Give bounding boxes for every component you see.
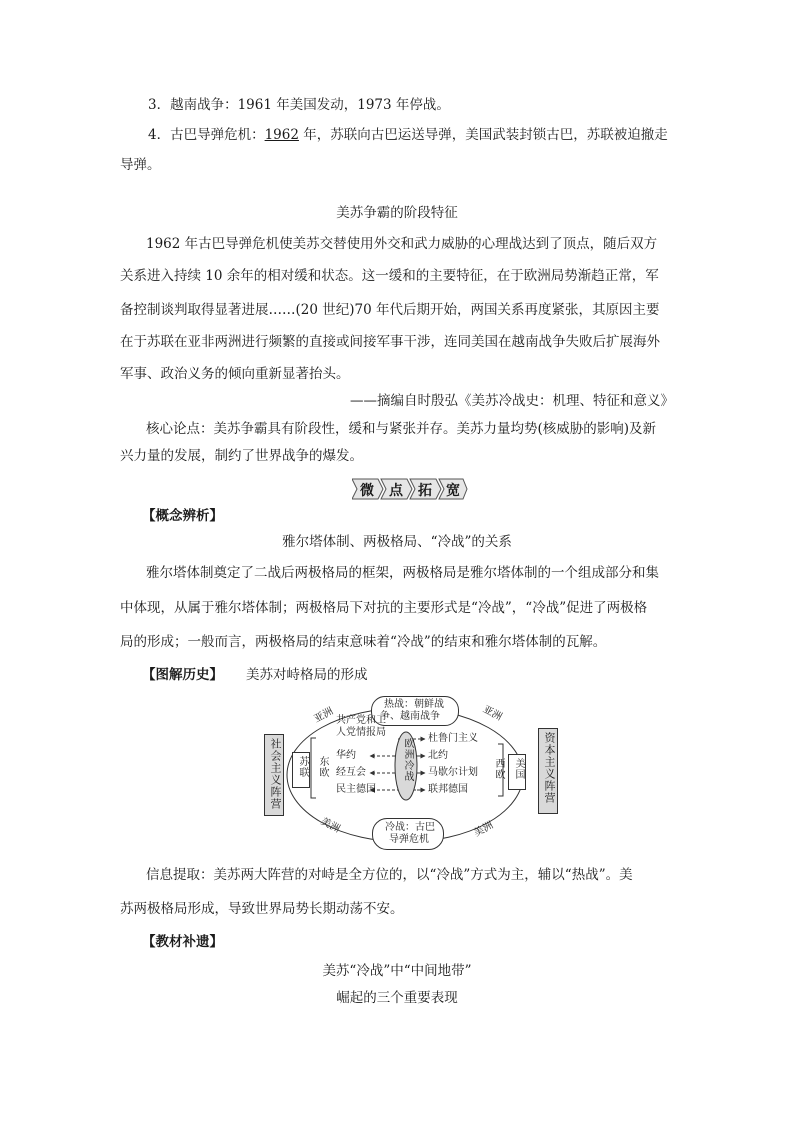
west-item: 北约 xyxy=(428,750,448,761)
item-4-term: 古巴导弹危机 xyxy=(170,127,252,143)
supplement-title-line: 美苏“冷战”中“中间地带” xyxy=(322,963,472,979)
east-item: 人党情报局 xyxy=(336,727,386,738)
socialist-camp-label: 社会主义阵营 xyxy=(269,738,282,810)
item-4-sep: ： xyxy=(251,127,265,143)
item-4-text: 年，苏联向古巴运送导弹，美国武装封锁古巴，苏联被迫撤走 xyxy=(298,127,668,143)
capitalist-camp-label: 资本主义阵营 xyxy=(543,732,556,804)
usa-box xyxy=(508,754,526,790)
banner-char: 拓 xyxy=(418,483,432,499)
info-line: 苏两极格局形成，导致世界局势长期动荡不安。 xyxy=(120,901,404,917)
concept-line: 雅尔塔体制奠定了二战后两极格局的框架，两极格局是雅尔塔体制的一个组成部分和集 xyxy=(146,565,659,581)
east-item: 华约 xyxy=(336,750,356,761)
east-item: 经互会 xyxy=(336,767,366,778)
reading-line: 关系进入持续 10 余年的相对缓和状态。这一缓和的主要特征，在于欧洲局势渐趋正常，军 xyxy=(120,268,659,284)
concept-line: 中体现，从属于雅尔塔体制；两极格局下对抗的主要形式是“冷战”，“冷战”促进了两极格 xyxy=(120,600,648,616)
item-3-number: 3． xyxy=(148,97,171,113)
item-4-year: 1962 xyxy=(264,127,299,143)
item-3-text: ：1961 年美国发动，1973 年停战。 xyxy=(224,97,450,113)
item-3 xyxy=(148,97,450,114)
reading-source: ——摘编自时殷弘《美苏冷战史：机理、特征和意义》 xyxy=(350,393,674,409)
reading-line: 备控制谈判取得显著进展……(20 世纪)70 年代后期开始，两国关系再度紧张，其原因主要 xyxy=(120,302,660,318)
item-4-continued: 导弹。 xyxy=(120,157,161,173)
core-point-line: 核心论点：美苏争霸具有阶段性，缓和与紧张并存。美苏力量均势(核威胁的影响)及新 xyxy=(146,421,657,437)
asia-right-label: 亚洲 xyxy=(480,704,504,724)
core-point-line: 兴力量的发展，制约了世界战争的爆发。 xyxy=(120,448,363,464)
west-item: 联邦德国 xyxy=(428,784,468,795)
east-item: 民主德国 xyxy=(336,784,376,795)
supplement-tag: 【教材补遗】 xyxy=(142,934,223,950)
reading-title: 美苏争霸的阶段特征 xyxy=(336,205,458,221)
concept-line: 局的形成；一般而言，两极格局的结束意味着“冷战”的结束和雅尔塔体制的瓦解。 xyxy=(120,634,607,650)
capitalist-camp-box xyxy=(538,728,558,814)
cold-war-line: 导弹危机 xyxy=(389,834,429,845)
banner-char: 点 xyxy=(389,483,403,499)
socialist-camp-box xyxy=(264,734,284,816)
cold-war-box xyxy=(372,818,444,850)
west-item: 马歇尔计划 xyxy=(428,767,478,778)
america-right-label: 美洲 xyxy=(472,820,496,840)
item-4-number: 4． xyxy=(148,127,171,143)
east-europe-label: 东欧 xyxy=(317,756,328,778)
east-item: 共产党和工 xyxy=(336,715,386,726)
concept-title: 雅尔塔体制、两极格局、“冷战”的关系 xyxy=(282,534,512,550)
banner-char: 微 xyxy=(360,483,374,499)
europe-cold-war-label: 欧洲冷战 xyxy=(402,738,413,782)
reading-line: 军事、政治义务的倾向重新显著抬头。 xyxy=(120,366,350,382)
west-europe-label: 西欧 xyxy=(493,758,504,780)
america-left-label: 美洲 xyxy=(318,816,342,836)
hot-war-line: 争、越南战争 xyxy=(380,711,440,722)
reading-line: 在于苏联在亚非两洲进行频繁的直接或间接军事干涉，连同美国在越南战争失败后扩展海外 xyxy=(120,334,660,350)
ussr-label: 苏联 xyxy=(297,756,308,778)
hot-war-line: 热战：朝鲜战 xyxy=(384,699,444,710)
ussr-box xyxy=(292,752,310,788)
us-soviet-confrontation-diagram xyxy=(260,694,560,856)
banner-char: 宽 xyxy=(446,483,460,499)
diagram-heading: 美苏对峙格局的形成 xyxy=(246,667,368,683)
supplement-title-line: 崛起的三个重要表现 xyxy=(336,990,458,1006)
west-item: 杜鲁门主义 xyxy=(428,733,478,744)
section-banner xyxy=(352,478,468,500)
concept-tag: 【概念辨析】 xyxy=(142,508,223,524)
asia-left-label: 亚洲 xyxy=(312,706,336,726)
item-4 xyxy=(148,127,668,144)
diagram-tag: 【图解历史】 xyxy=(142,667,223,683)
reading-line: 1962 年古巴导弹危机使美苏交替使用外交和武力威胁的心理战达到了顶点，随后双方 xyxy=(146,236,658,252)
cold-war-line: 冷战：古巴 xyxy=(385,822,435,833)
usa-label: 美国 xyxy=(513,758,524,780)
info-line: 信息提取：美苏两大阵营的对峙是全方位的，以“冷战”方式为主，辅以“热战”。美 xyxy=(146,867,633,883)
item-3-term: 越南战争 xyxy=(170,97,225,113)
